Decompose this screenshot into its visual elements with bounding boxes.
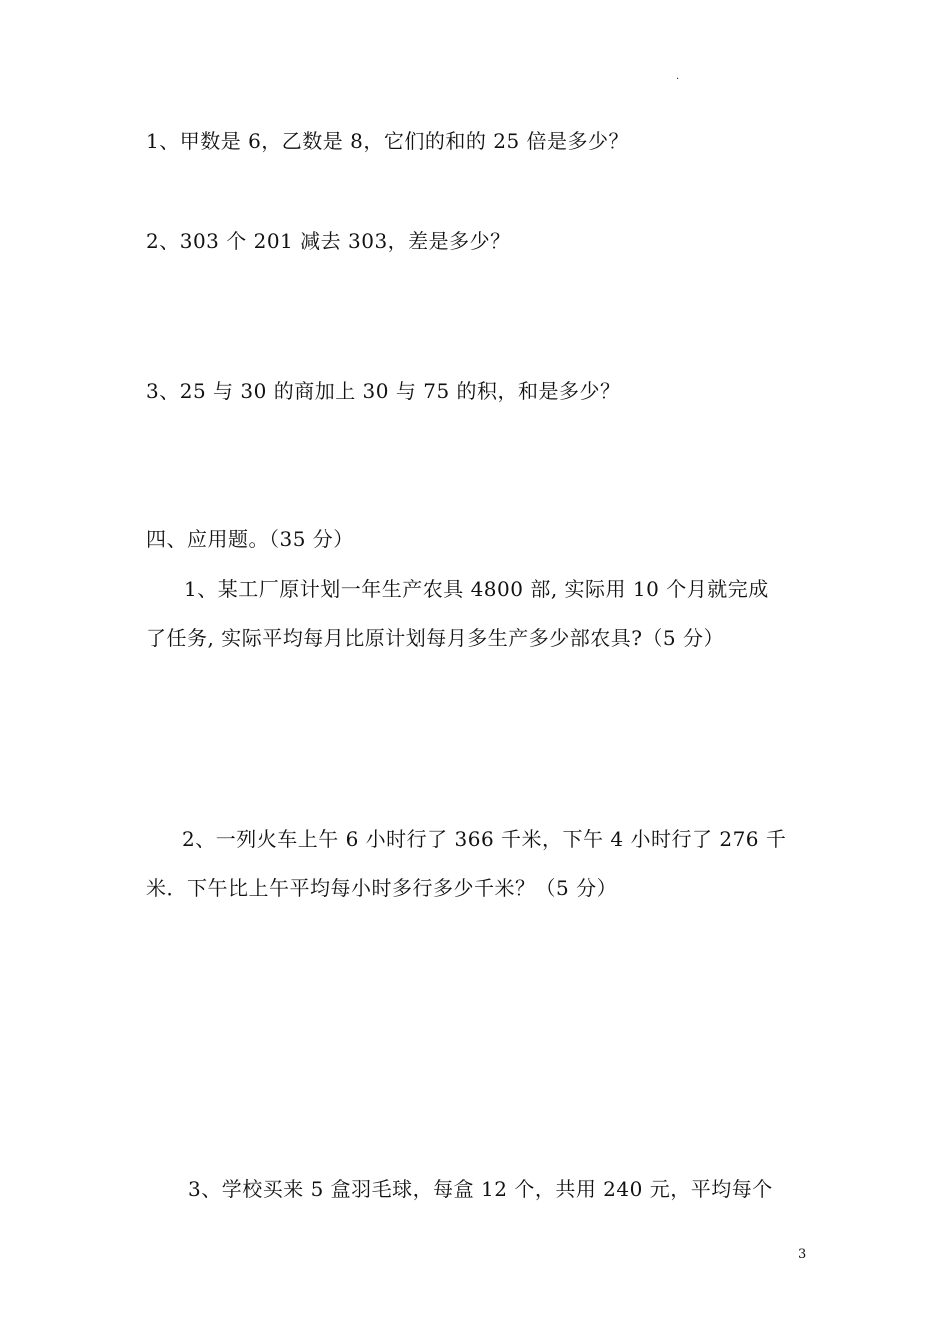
problem-3-line-1: 3、学校买来 5 盒羽毛球，每盒 12 个，共用 240 元，平均每个 xyxy=(188,1177,773,1201)
question-3: 3、25 与 30 的商加上 30 与 75 的积，和是多少？ xyxy=(146,379,621,403)
header-mark: . xyxy=(676,71,680,82)
problem-1-line-2: 了任务, 实际平均每月比原计划每月多生产多少部农具?（5 分） xyxy=(146,626,725,650)
problem-1-line-1: 1、某工厂原计划一年生产农具 4800 部, 实际用 10 个月就完成 xyxy=(184,577,769,601)
question-1: 1、甲数是 6，乙数是 8，它们的和的 25 倍是多少？ xyxy=(146,129,630,153)
section-four-heading: 四、应用题。（35 分） xyxy=(146,527,354,551)
problem-2-line-1: 2、一列火车上午 6 小时行了 366 千米，下午 4 小时行了 276 千 xyxy=(182,827,787,851)
page-number: 3 xyxy=(798,1247,807,1262)
question-2: 2、303 个 201 减去 303，差是多少？ xyxy=(146,229,511,253)
problem-2-line-2: 米．下午比上午平均每小时多行多少千米？（5 分） xyxy=(146,876,618,900)
